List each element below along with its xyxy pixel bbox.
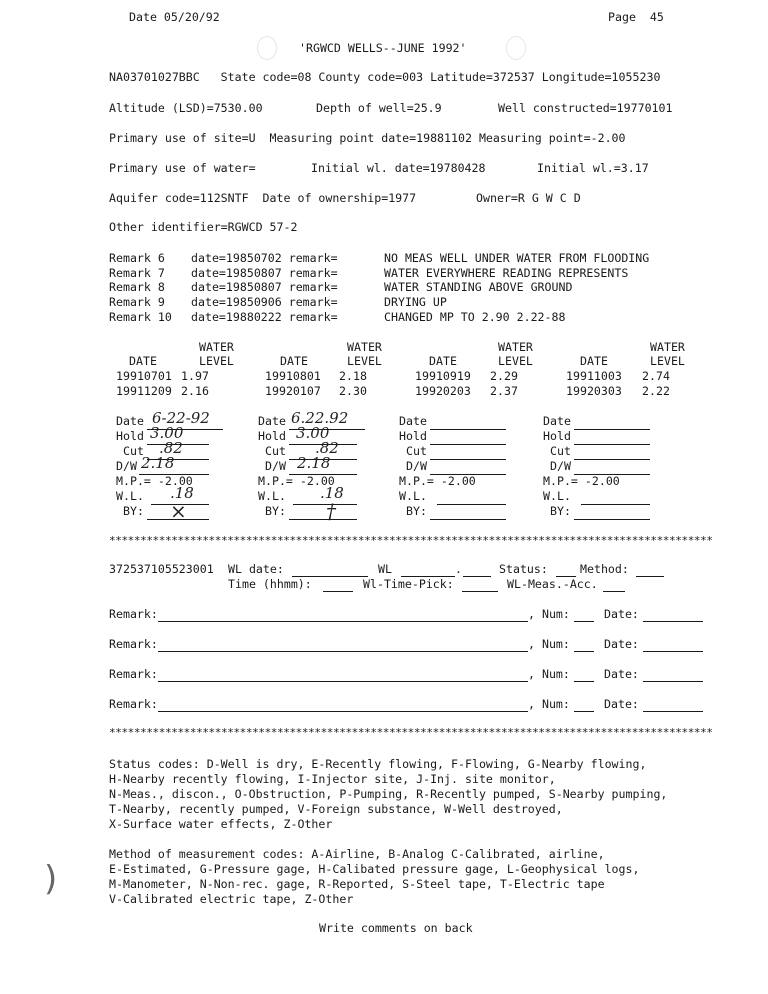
- field-label-dw: D/W: [406, 459, 427, 473]
- field-cut-input[interactable]: .82: [315, 439, 339, 457]
- remark-entry-input[interactable]: [158, 711, 528, 712]
- wl-meas-acc-input[interactable]: [603, 591, 625, 592]
- col-head-level: LEVEL: [650, 354, 685, 368]
- site-use-line: Primary use of site=U Measuring point date=19881102 Measuring point=-2.00: [109, 131, 626, 145]
- remark-num-label: , Num:: [528, 697, 570, 711]
- wl-date-cell: 19911209: [116, 384, 172, 398]
- field-label-wl: W.L.: [116, 489, 144, 503]
- remark-entry-label: Remark:: [109, 697, 158, 711]
- field-wl-input[interactable]: .18: [170, 484, 194, 502]
- field-by-initials[interactable]: †: [326, 499, 336, 523]
- remark-date-label: Date:: [604, 667, 639, 681]
- remark-label: Remark 8: [109, 280, 165, 294]
- remark-date: date=19850807 remark=: [191, 280, 338, 294]
- remark-text: WATER STANDING ABOVE GROUND: [384, 280, 573, 294]
- wl-level-cell: 2.22: [642, 384, 670, 398]
- remark-num-input[interactable]: [574, 711, 594, 712]
- field-label-mp: M.P.= -2.00: [543, 474, 620, 488]
- remark-text: NO MEAS WELL UNDER WATER FROM FLOODING: [384, 251, 650, 265]
- wl-level-cell: 2.29: [490, 369, 518, 383]
- wl-date-cell: 19920107: [265, 384, 321, 398]
- wl-level-cell: 2.30: [339, 384, 367, 398]
- remark-entry-input[interactable]: [158, 681, 528, 682]
- water-use: Primary use of water=: [109, 161, 256, 175]
- col-head-water: WATER: [347, 340, 382, 354]
- method-codes-line: E-Estimated, G-Pressure gage, H-Calibated pressure gage, L-Geophysical logs,: [109, 862, 640, 876]
- field-label-dw: D/W: [550, 459, 571, 473]
- field-by-input[interactable]: [430, 519, 506, 520]
- remark-date-label: Date:: [604, 607, 639, 621]
- remark-date-label: Date:: [604, 637, 639, 651]
- remark-date-input[interactable]: [643, 621, 703, 622]
- initial-wl: Initial wl.=3.17: [537, 161, 649, 175]
- field-date-input[interactable]: [430, 429, 506, 430]
- col-head-date: DATE: [280, 354, 308, 368]
- punch-hole-left: [257, 36, 277, 60]
- field-label-hold: Hold: [116, 429, 144, 443]
- wl-date-cell: 19910919: [415, 369, 471, 383]
- time-label: Time (hhmm):: [228, 577, 312, 591]
- remark-entry-input[interactable]: [158, 621, 528, 622]
- col-head-water: WATER: [650, 340, 685, 354]
- method-codes-line: V-Calibrated electric tape, Z-Other: [109, 892, 354, 906]
- status-codes-line: H-Nearby recently flowing, I-Injector site, J-Inj. site monitor,: [109, 772, 556, 786]
- field-label-date: Date: [543, 414, 571, 428]
- wl-level-cell: 2.37: [490, 384, 518, 398]
- col-head-date: DATE: [129, 354, 157, 368]
- wl-date-label: WL date:: [228, 562, 284, 576]
- well-constructed: Well constructed=19770101: [498, 101, 673, 115]
- page-number: Page 45: [608, 10, 664, 24]
- col-head-level: LEVEL: [199, 354, 234, 368]
- remark-num-input[interactable]: [574, 651, 594, 652]
- method-input[interactable]: [636, 576, 664, 577]
- field-label-date: Date: [399, 414, 427, 428]
- punch-hole-right: [506, 36, 526, 60]
- remark-entry-label: Remark:: [109, 667, 158, 681]
- remark-num-input[interactable]: [574, 621, 594, 622]
- field-hold-input[interactable]: [430, 444, 506, 445]
- remark-label: Remark 6: [109, 251, 165, 265]
- remark-date-input[interactable]: [643, 681, 703, 682]
- status-codes-line: Status codes: D-Well is dry, E-Recently flowing, F-Flowing, G-Nearby flowing,: [109, 757, 647, 771]
- field-cut-input[interactable]: .82: [159, 439, 183, 457]
- remark-date: date=19880222 remark=: [191, 310, 338, 324]
- col-head-level: LEVEL: [498, 354, 533, 368]
- remark-num-input[interactable]: [574, 681, 594, 682]
- remark-label: Remark 9: [109, 295, 165, 309]
- col-head-water: WATER: [498, 340, 533, 354]
- remark-label: Remark 7: [109, 266, 165, 280]
- col-head-date: DATE: [580, 354, 608, 368]
- report-title: 'RGWCD WELLS--JUNE 1992': [299, 41, 467, 55]
- aquifer-line: Aquifer code=112SNTF Date of ownership=1977: [109, 191, 417, 205]
- field-cut-input[interactable]: [430, 459, 506, 460]
- field-wl-input[interactable]: [581, 504, 650, 505]
- field-label-date: Date: [116, 414, 144, 428]
- remark-text: DRYING UP: [384, 295, 447, 309]
- separator-stars: *************************************************************************************************: [109, 726, 713, 739]
- remark-num-label: , Num:: [528, 637, 570, 651]
- remark-date: date=19850807 remark=: [191, 266, 338, 280]
- field-label-dw: D/W: [116, 459, 137, 473]
- remark-date-input[interactable]: [643, 711, 703, 712]
- wl-level-cell: 1.97: [181, 369, 209, 383]
- status-codes-line: T-Nearby, recently pumped, V-Foreign substance, W-Well destroyed,: [109, 802, 563, 816]
- field-label-dw: D/W: [265, 459, 286, 473]
- field-by-initials[interactable]: ×: [170, 499, 187, 523]
- field-label-wl: W.L.: [399, 489, 427, 503]
- field-date-input[interactable]: 6-22-92: [152, 409, 210, 427]
- remark-date-input[interactable]: [643, 651, 703, 652]
- method-codes-line: M-Manometer, N-Non-rec. gage, R-Reported, S-Steel tape, T-Electric tape: [109, 877, 605, 891]
- field-wl-input[interactable]: .18: [320, 484, 344, 502]
- field-label-by: BY:: [550, 504, 571, 518]
- wl-date-cell: 19911003: [566, 369, 622, 383]
- field-label-by: BY:: [265, 504, 286, 518]
- status-codes-line: N-Meas., discon., O-Obstruction, P-Pumping, R-Recently pumped, S-Nearby pumping,: [109, 787, 668, 801]
- field-hold-input[interactable]: [574, 444, 650, 445]
- remark-text: WATER EVERYWHERE READING REPRESENTS: [384, 266, 629, 280]
- other-identifier: Other identifier=RGWCD 57-2: [109, 220, 298, 234]
- col-head-date: DATE: [429, 354, 457, 368]
- wl-decimal-input[interactable]: [463, 576, 491, 577]
- field-label-date: Date: [258, 414, 286, 428]
- field-by-input[interactable]: [574, 519, 650, 520]
- field-label-mp: M.P.= -2.00: [399, 474, 476, 488]
- wl-date-cell: 19920203: [415, 384, 471, 398]
- field-hold-input[interactable]: 3.00: [296, 424, 330, 442]
- wl-date-cell: 19920303: [566, 384, 622, 398]
- field-label-hold: Hold: [399, 429, 427, 443]
- wl-time-pick-label: Wl-Time-Pick:: [363, 577, 454, 591]
- wl-date-cell: 19910701: [116, 369, 172, 383]
- status-codes-line: X-Surface water effects, Z-Other: [109, 817, 333, 831]
- wl-level-cell: 2.18: [339, 369, 367, 383]
- remark-entry-label: Remark:: [109, 637, 158, 651]
- field-label-mp: M.P.= -2.00: [258, 474, 335, 488]
- field-label-mp: M.P.= -2.00: [116, 474, 193, 488]
- remark-date: date=19850906 remark=: [191, 295, 338, 309]
- field-dw-input[interactable]: 2.18: [141, 454, 175, 472]
- remark-entry-input[interactable]: [158, 651, 528, 652]
- owner: Owner=R G W C D: [476, 191, 581, 205]
- method-label: Method:: [580, 562, 629, 576]
- field-label-by: BY:: [123, 504, 144, 518]
- method-codes-line: Method of measurement codes: A-Airline, B-Analog C-Calibrated, airline,: [109, 847, 605, 861]
- field-label-wl: W.L.: [258, 489, 286, 503]
- time-input[interactable]: [323, 591, 353, 592]
- field-label-hold: Hold: [543, 429, 571, 443]
- remark-num-label: , Num:: [528, 607, 570, 621]
- wl-label: WL: [378, 562, 392, 576]
- field-label-cut: Cut: [123, 444, 144, 458]
- remark-num-label: , Num:: [528, 667, 570, 681]
- remark-entry-label: Remark:: [109, 607, 158, 621]
- well-id-line: NA03701027BBC State code=08 County code=003 Latitude=372537 Longitude=1055230: [109, 70, 661, 84]
- field-label-cut: Cut: [550, 444, 571, 458]
- field-label-by: BY:: [406, 504, 427, 518]
- field-label-wl: W.L.: [543, 489, 571, 503]
- field-wl-input[interactable]: [437, 504, 506, 505]
- wl-date-cell: 19910801: [265, 369, 321, 383]
- field-hold-input[interactable]: 3.00: [150, 424, 184, 442]
- binder-mark-icon: ): [44, 859, 58, 899]
- print-date: Date 05/20/92: [129, 10, 220, 24]
- wl-level-cell: 2.16: [181, 384, 209, 398]
- col-head-water: WATER: [199, 340, 234, 354]
- wl-level-cell: 2.74: [642, 369, 670, 383]
- remark-date: date=19850702 remark=: [191, 251, 338, 265]
- site-id: 372537105523001: [109, 562, 214, 576]
- remark-text: CHANGED MP TO 2.90 2.22-88: [384, 310, 566, 324]
- field-dw-input[interactable]: 2.18: [297, 454, 331, 472]
- well-depth: Depth of well=25.9: [316, 101, 442, 115]
- altitude: Altitude (LSD)=7530.00: [109, 101, 263, 115]
- field-cut-input[interactable]: [574, 459, 650, 460]
- field-label-hold: Hold: [258, 429, 286, 443]
- col-head-level: LEVEL: [347, 354, 382, 368]
- remark-date-label: Date:: [604, 697, 639, 711]
- wl-meas-acc-label: WL-Meas.-Acc.: [507, 577, 598, 591]
- field-date-input[interactable]: 6.22.92: [291, 409, 349, 427]
- initial-wl-date: Initial wl. date=19780428: [311, 161, 486, 175]
- wl-time-pick-input[interactable]: [462, 591, 498, 592]
- wl-decimal-point: .: [455, 562, 462, 576]
- field-label-cut: Cut: [265, 444, 286, 458]
- status-label: Status:: [499, 562, 548, 576]
- field-label-cut: Cut: [406, 444, 427, 458]
- field-date-input[interactable]: [574, 429, 650, 430]
- footer-note: Write comments on back: [319, 921, 473, 935]
- separator-stars: *************************************************************************************************: [109, 534, 713, 547]
- remark-label: Remark 10: [109, 310, 172, 324]
